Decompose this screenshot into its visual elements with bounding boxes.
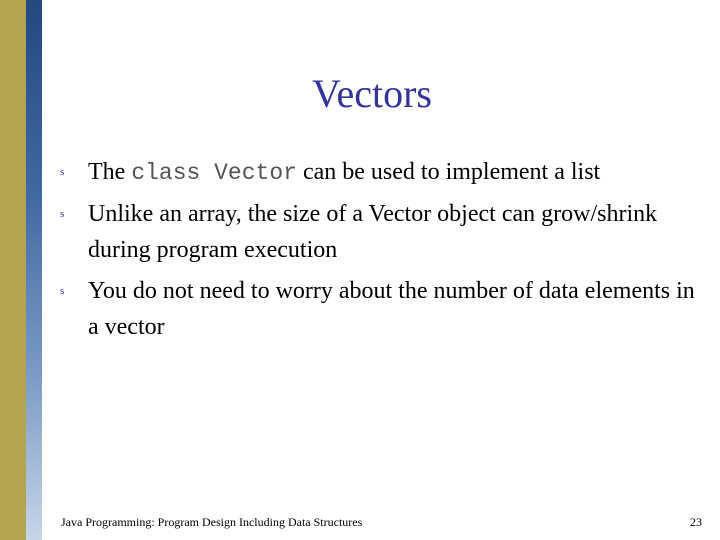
bullet-text: Unlike an array, the size of a Vector object can grow/shrink during program execution — [88, 201, 658, 263]
blue-gradient-side-bar — [26, 0, 42, 540]
slide-title: Vectors — [312, 71, 432, 116]
bullet-list — [60, 154, 700, 350]
bullet-text-end: can be used to implement a list — [296, 159, 601, 185]
code-text: class Vector — [131, 160, 297, 186]
bullet-marker-icon: s — [60, 166, 65, 178]
footer-text: Java Programming: Program Design Including Data Structures — [61, 515, 363, 529]
bullet-item — [60, 154, 700, 191]
bullet-marker-icon: s — [60, 208, 65, 220]
bullet-item — [60, 273, 700, 345]
olive-side-bar — [0, 0, 26, 540]
page-number: 23 — [690, 515, 702, 529]
bullet-item — [60, 196, 700, 268]
bullet-marker-icon: s — [60, 285, 65, 297]
bullet-text-start: The — [88, 159, 132, 185]
bullet-text: You do not need to worry about the number of data elements in a vector — [88, 278, 695, 340]
